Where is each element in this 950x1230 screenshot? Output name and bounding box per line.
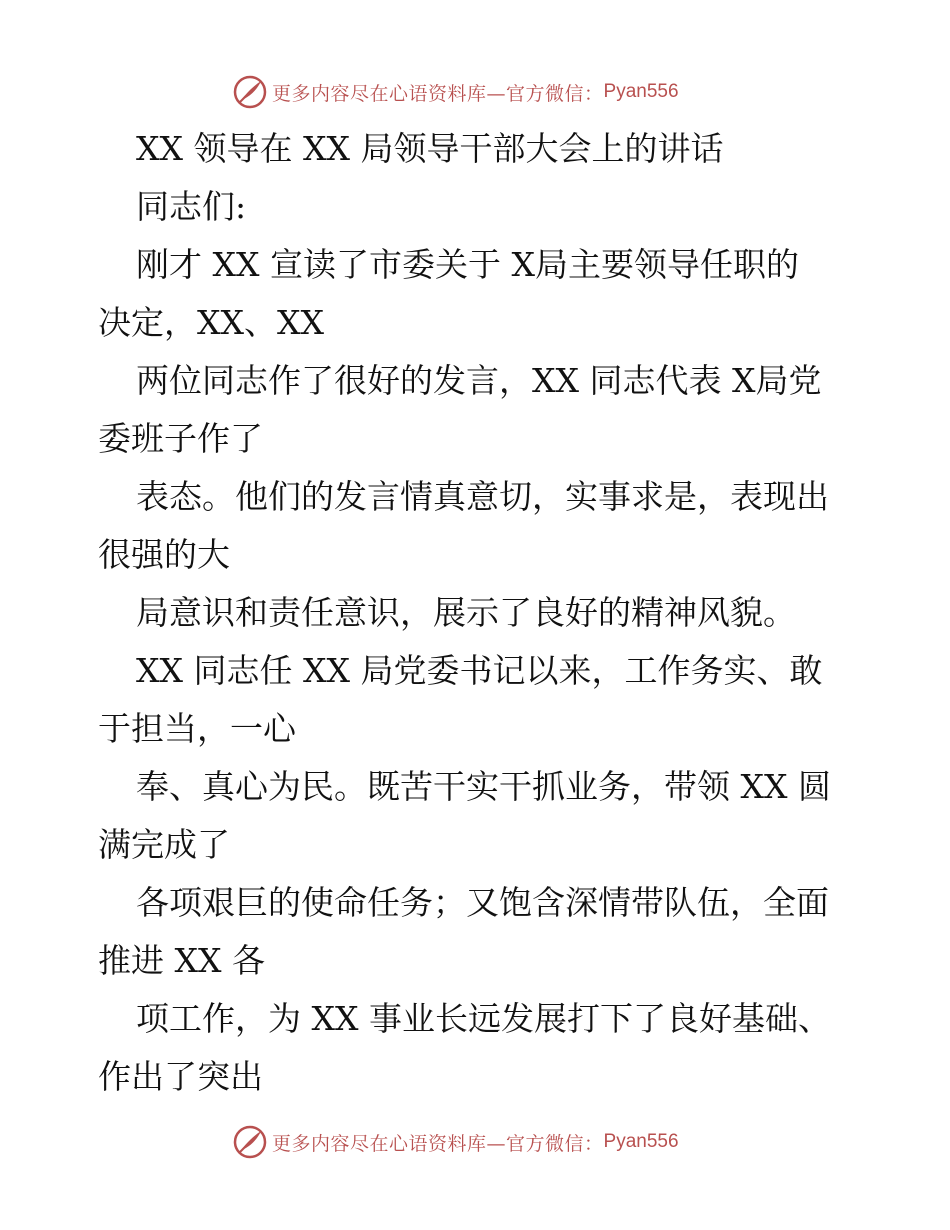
- text-line: 很强的大: [98, 535, 230, 574]
- text-line: 两位同志作了很好的发言，XX 同志代表 X局党: [136, 361, 822, 400]
- text-line: 委班子作了: [98, 419, 263, 458]
- watermark-wechat-id: Pyan556: [603, 1131, 679, 1152]
- text-line: 于担当，一心: [98, 709, 296, 748]
- header-watermark-banner: [232, 72, 712, 112]
- text-line: 项工作，为 XX 事业长远发展打下了良好基础、: [136, 999, 831, 1038]
- text-line: 推进 XX 各: [98, 941, 265, 980]
- text-line: 奉、真心为民。既苦干实干抓业务，带领 XX 圆: [136, 767, 831, 806]
- salutation: 同志们:: [136, 187, 247, 226]
- watermark-text: 更多内容尽在心语资料库—官方微信：: [272, 1132, 604, 1155]
- text-line: 表态。他们的发言情真意切，实事求是，表现出: [136, 477, 829, 516]
- text-line: 作出了突出: [98, 1057, 263, 1096]
- document-body: [98, 120, 858, 1106]
- text-line: 满完成了: [98, 825, 230, 864]
- watermark-wechat-id: Pyan556: [603, 81, 679, 102]
- watermark-text: 更多内容尽在心语资料库—官方微信：: [272, 82, 604, 105]
- text-line: 局意识和责任意识，展示了良好的精神风貌。: [136, 593, 796, 632]
- text-line: 决定，XX、XX: [98, 303, 324, 342]
- quill-circle-logo-icon: [232, 74, 268, 110]
- text-line: 各项艰巨的使命任务；又饱含深情带队伍，全面: [136, 883, 829, 922]
- quill-circle-logo-icon: [232, 1124, 268, 1160]
- text-line: XX 同志任 XX 局党委书记以来，工作务实、敢: [136, 651, 823, 690]
- document-title: XX 领导在 XX 局领导干部大会上的讲话: [136, 129, 724, 168]
- footer-watermark-banner: [232, 1122, 712, 1162]
- text-line: 刚才 XX 宣读了市委关于 X局主要领导任职的: [136, 245, 799, 284]
